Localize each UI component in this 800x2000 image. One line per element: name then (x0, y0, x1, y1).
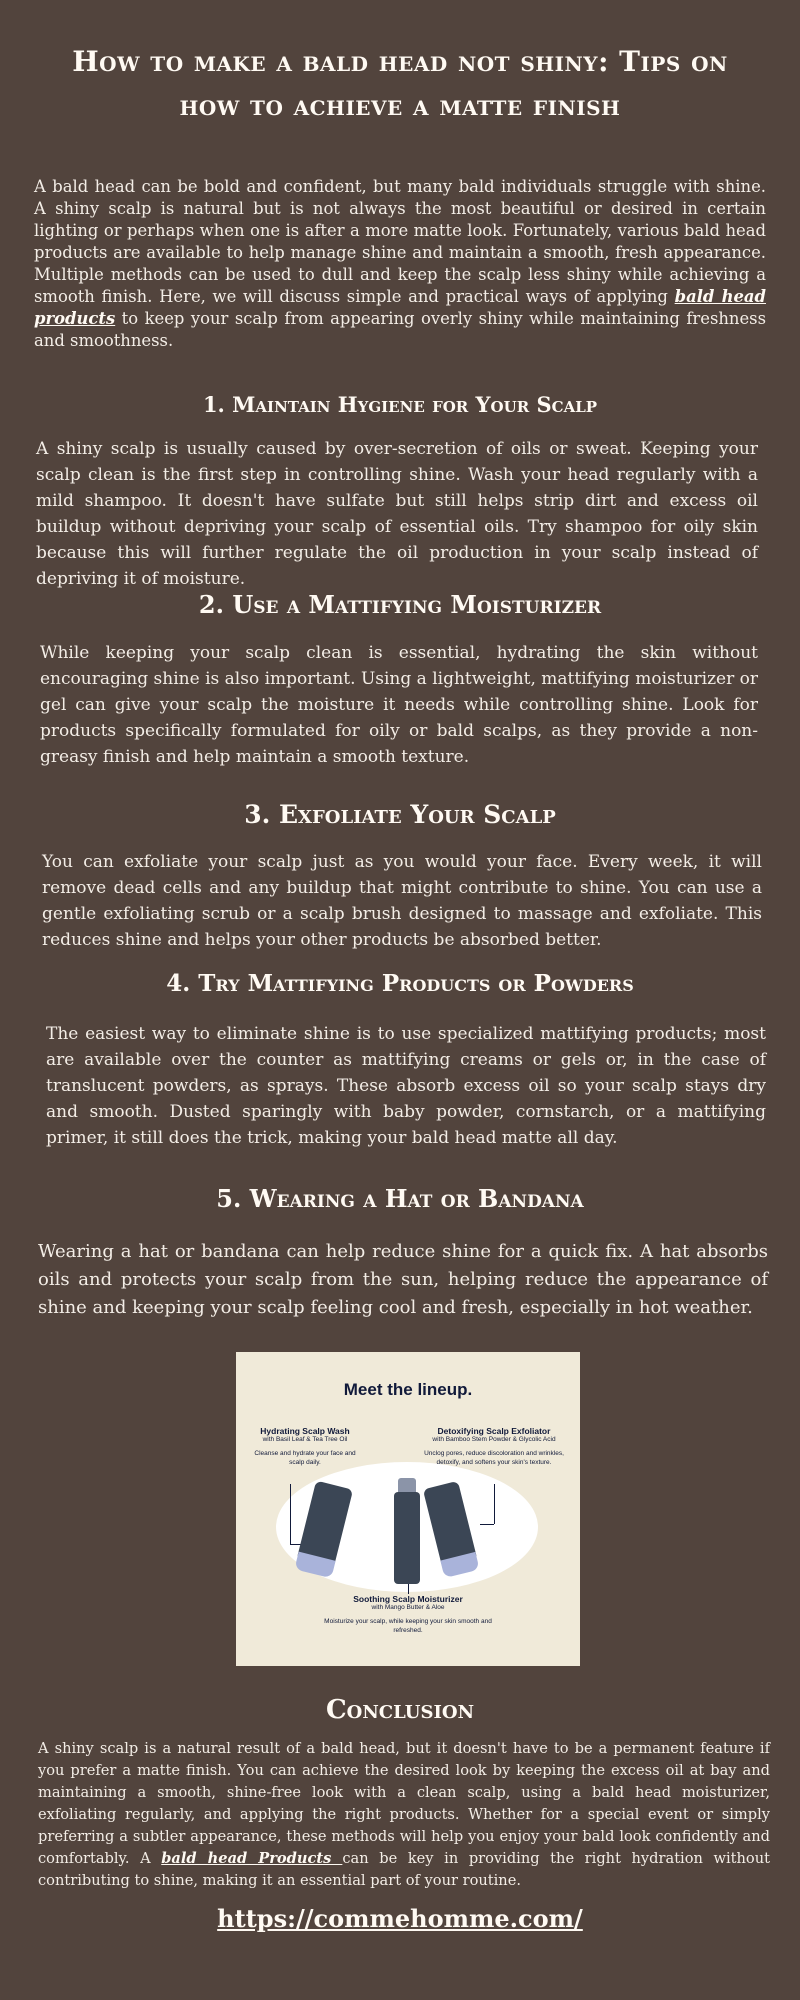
moisturizer-bottle (394, 1492, 420, 1584)
section-2-heading: 2. Use a Mattifying Moisturizer (198, 590, 602, 619)
hydrating-wash-name: Hydrating Scalp Wash (260, 1426, 350, 1436)
product-lineup-image (236, 1352, 580, 1666)
section-4-heading: 4. Try Mattifying Products or Powders (166, 970, 634, 997)
intro-paragraph (34, 176, 766, 352)
moisturizer-name: Soothing Scalp Moisturizer (353, 1594, 463, 1604)
exfoliator-label (414, 1426, 574, 1467)
moisturizer-sub: with Mango Butter & Aloe (371, 1604, 445, 1611)
section-3-body: You can exfoliate your scalp just as you would your face. Every week, it will remove dead cells and any buildup that might contribute to shine. You can use a gentle exfoliating scrub or a scalp brush designed to massage and exfoliate. This reduces shine and helps your other products be absorbed better. (42, 852, 762, 950)
bald-head-products-link-2[interactable]: bald head Products (161, 1850, 343, 1867)
pointer-line-left (290, 1484, 291, 1544)
conclusion-text-before: A shiny scalp is a natural result of a bald head, but it doesn't have to be a permanent feature if you prefer a matte finish. You can achieve the desired look by keeping the excess oil at bay and maintaining a smooth, shine-free look with a clean scalp, using a bald head moisturizer, exfoliating regularly, and applying the right products. Whether for a special event or simply preferring a subtler appearance, these methods will help you enjoy your bald look confidently and comfortably. A (38, 1740, 770, 1867)
pointer-line-right-h (480, 1524, 494, 1525)
page-title: How to make a bald head not shiny: Tips on how to achieve a matte finish (72, 45, 728, 122)
conclusion-text-after: can be key in providing the right hydration without contributing to shine, making it an essential part of your routine. (38, 1850, 770, 1889)
conclusion-heading: Conclusion (325, 1695, 475, 1725)
section-4-body: The easiest way to eliminate shine is to use specialized mattifying products; most are available over the counter as mattifying creams or gels or, in the case of translucent powders, as sprays. These absorb excess oil so your scalp stays dry and smooth. Dusted sparingly with baby powder, cornstarch, or a mattifying primer, it still does the trick, making your bald head matte all day. (46, 1024, 766, 1148)
bald-head-products-link[interactable]: bald head products (34, 287, 767, 328)
moisturizer-desc: Moisturize your scalp, while keeping your skin smooth and refreshed. (324, 1618, 492, 1634)
exfoliator-sub: with Bamboo Stem Powder & Glycolic Acid (432, 1436, 556, 1443)
section-5-body: Wearing a hat or bandana can help reduce shine for a quick fix. A hat absorbs oils and protects your scalp from the sun, helping reduce the appearance of shine and keeping your scalp feeling cool and fresh, especially in hot weather. (38, 1241, 768, 1318)
section-2-body: While keeping your scalp clean is essential, hydrating the skin without encouraging shine is also important. Using a lightweight, mattifying moisturizer or gel can give your scalp the moisture it needs while controlling shine. Look for products specifically formulated for oily or bald scalps, as they provide a non-greasy finish and help maintain a smooth texture. (40, 643, 758, 767)
section-1-body: A shiny scalp is usually caused by over-secretion of oils or sweat. Keeping your scalp clean is the first step in controlling shine. Wash your head regularly with a mild shampoo. It doesn't have sulfate but still helps strip dirt and excess oil buildup without depriving your scalp of essential oils. Try shampoo for oily skin because this will further regulate the oil production in your scalp instead of depriving it of moisture. (36, 439, 758, 589)
product-lineup-title: Meet the lineup. (343, 1380, 473, 1399)
section-3-heading: 3. Exfoliate Your Scalp (244, 800, 556, 829)
hydrating-wash-sub: with Basil Leaf & Tea Tree Oil (262, 1436, 348, 1443)
footer-website-link[interactable]: https://commehomme.com/ (217, 1904, 583, 1933)
section-1-heading: 1. Maintain Hygiene for Your Scalp (202, 392, 598, 417)
moisturizer-label (316, 1594, 500, 1635)
hydrating-wash-label (250, 1426, 360, 1467)
intro-text-after: to keep your scalp from appearing overly shiny while maintaining freshness and smoothness. (34, 309, 766, 350)
exfoliator-desc: Unclog pores, reduce discoloration and wrinkles, detoxify, and softens your skin's texture. (424, 1450, 564, 1466)
hydrating-wash-desc: Cleanse and hydrate your face and scalp daily. (254, 1450, 356, 1466)
section-5-heading: 5. Wearing a Hat or Bandana (216, 1184, 584, 1213)
conclusion-paragraph (38, 1738, 770, 1892)
intro-text-before: A bald head can be bold and confident, but many bald individuals struggle with shine. A shiny scalp is natural but is not always the most beautiful or desired in certain lighting or perhaps when one is after a more matte look. Fortunately, various bald head products are available to help manage shine and maintain a smooth, fresh appearance. Multiple methods can be used to dull and keep the scalp less shiny while achieving a smooth finish. Here, we will discuss simple and practical ways of applying (34, 177, 766, 306)
moisturizer-pump (398, 1478, 416, 1492)
exfoliator-name: Detoxifying Scalp Exfoliator (437, 1426, 551, 1436)
pointer-line-right (494, 1484, 495, 1524)
